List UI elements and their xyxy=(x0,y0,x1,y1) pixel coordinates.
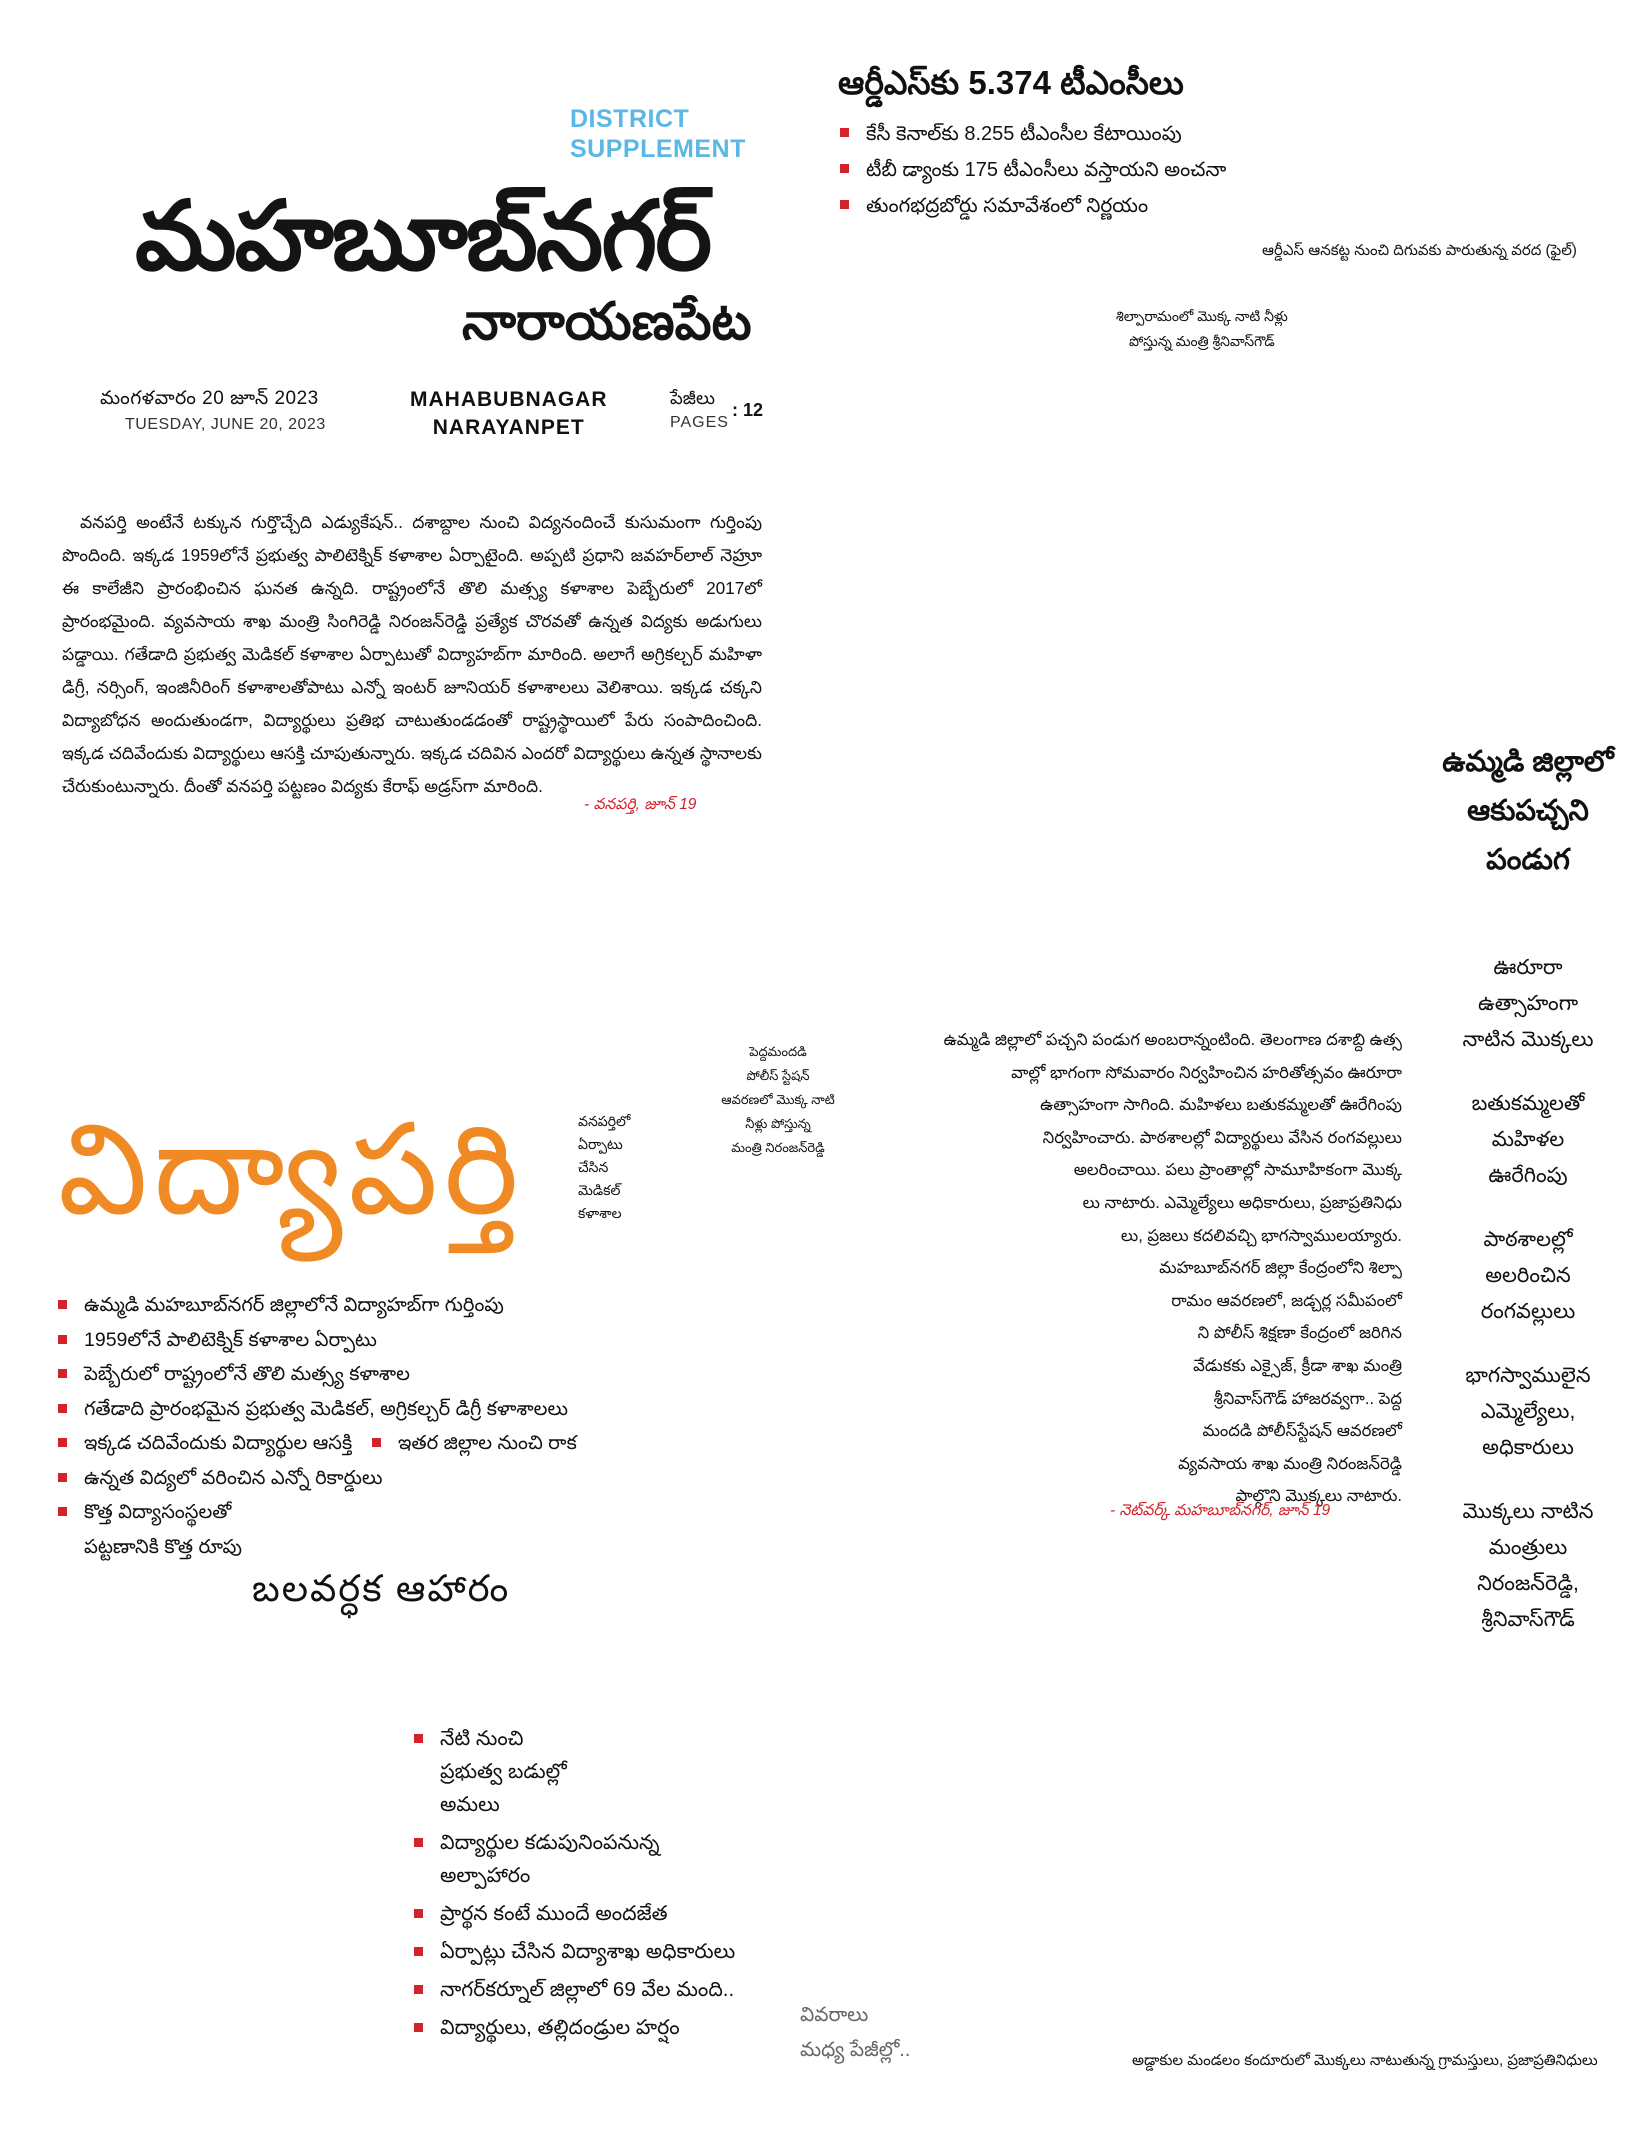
article-line: లు, ప్రజలు కదలివచ్చి భాగస్వాములయ్యారు. xyxy=(1120,1226,1402,1245)
caption-line: మెడికల్ xyxy=(578,1182,621,1198)
education-article-body: వనపర్తి అంటేనే టక్కున గుర్తొచ్చేది ఎడ్యుకేషన్.. దశాబ్దాల నుంచి విద్యనందించే కుసుమంగా గుర్తింపు పొందింది. ఇక్కడ 1959లోనే ప్రభుత్వ పాలిటెక్నిక్ కళాశాల ఏర్పాటైంది. అప్పటి ప్రధాని జవహర్‌లాల్ నెహ్రూ ఈ కాలేజీని ప్రారంభించిన ఘనత ఉన్నది. రాష్ట్రంలోనే తొలి మత్స్య కళాశాల పెబ్బేరులో 2017లో ప్రారంభమైంది. వ్యవసాయ శాఖ మంత్రి సింగిరెడ్డి నిరంజన్‌రెడ్డి ప్రత్యేక చొరవతో ఉన్నత విద్యకు అడుగులు పడ్డాయి. గతేడాది ప్రభుత్వ మెడికల్ కళాశాల ఏర్పాటుతో విద్యాహబ్‌గా మారింది. అలాగే అగ్రికల్చర్ మహిళా డిగ్రీ, నర్సింగ్, ఇంజినీరింగ్ కళాశాలతోపాటు ఎన్నో ఇంటర్ జూనియర్ కళాశాలలు వెలిశాయి. ఇక్కడ చక్కని విద్యాబోధన అందుతుండగా, విద్యార్థులు ప్రతిభ చాటుతుండడంతో రాష్ట్రస్థాయిలో పేరు సంపాదించింది. ఇక్కడ చదివేందుకు విద్యార్థులు ఆసక్తి చూపుతున్నారు. ఇక్కడ చదివిన ఎందరో విద్యార్థులు ఉన్నత స్థానాలకు చేరుకుంటున్నారు. దీంతో వనపర్తి పట్టణం విద్యకు కేరాఫ్ అడ్రస్‌గా మారింది. xyxy=(62,512,762,796)
medical-college-caption xyxy=(578,1110,630,1225)
bullet-item: ఉమ్మడి మహబూబ్‌నగర్ జిల్లాలోనే విద్యాహబ్‌గా గుర్తింపు xyxy=(56,1288,656,1323)
bullet-item: తుంగభద్రబోర్డు సమావేశంలో నిర్ణయం xyxy=(838,188,1258,224)
caption-line: నీళ్లు పోస్తున్న xyxy=(745,1116,811,1131)
dam-photo-caption: ఆర్డీఎస్ ఆనకట్ట నుంచి దిగువకు పారుతున్న వరద (ఫైల్) xyxy=(1262,242,1577,259)
caption-line: చేసిన xyxy=(578,1159,609,1175)
article-line: నిర్వహించారు. పాఠశాలల్లో విద్యార్థులు వేసిన రంగవల్లులు xyxy=(1042,1128,1402,1147)
villagers-photo-caption: అడ్డాకుల మండలం కందూరులో మొక్కలు నాటుతున్న గ్రామస్తులు, ప్రజాప్రతినిధులు xyxy=(1132,2052,1598,2069)
article-line: వ్యవసాయ శాఖ మంత్రి నిరంజన్‌రెడ్డి xyxy=(1178,1454,1402,1473)
education-dateline: - వనపర్తి, జూన్ 19 xyxy=(584,796,697,813)
date-english: TUESDAY, JUNE 20, 2023 xyxy=(125,416,326,433)
top-story-bullets xyxy=(838,116,1258,224)
article-line: ని పోలీస్ శిక్షణా కేంద్రంలో జరిగిన xyxy=(1197,1324,1402,1343)
caption-line: శిల్పారామంలో మొక్క నాటి నీళ్లు xyxy=(1116,308,1288,324)
caption-line: పెద్దమందడి xyxy=(749,1044,807,1059)
bullet-item: విద్యార్థుల కడుపునింపనున్న అల్పాహారం xyxy=(412,1826,700,1892)
highlight-item: భాగస్వాములైన ఎమ్మెల్యేలు, అధికారులు xyxy=(1465,1364,1591,1459)
education-extra-bullet xyxy=(370,1426,577,1461)
bullet-item: టీబీ డ్యాంకు 175 టీఎంసీలు వస్తాయని అంచనా xyxy=(838,152,1258,188)
caption-line: కళాశాల xyxy=(578,1205,622,1221)
green-story-headline: ఉమ్మడి జిల్లాలో ఆకుపచ్చని పండుగ xyxy=(1442,746,1614,876)
supplement-line-2: SUPPLEMENT xyxy=(570,135,746,163)
pages-label-telugu: పేజీలు xyxy=(670,388,715,408)
edition-line-2: NARAYANPET xyxy=(432,416,585,439)
caption-line: ఏర్పాటు xyxy=(578,1136,623,1152)
highlight-item: బతుకమ్మలతో మహిళల ఊరేగింపు xyxy=(1471,1092,1585,1187)
bullet-item: ఇక్కడ చదివేందుకు విద్యార్థుల ఆసక్తి xyxy=(56,1426,656,1461)
top-story-headline: ఆర్డీఎస్‌కు 5.374 టీఎంసీలు xyxy=(838,64,1184,101)
caption-line: ఆవరణలో మొక్క నాటి xyxy=(721,1092,835,1107)
article-line: వాల్లో భాగంగా సోమవారం నిర్వహించిన హరితోత్సవం ఊరూరా xyxy=(1011,1063,1402,1082)
masthead-title: మహబూబ్‌నగర్ xyxy=(135,183,711,290)
article-line: అలరించాయి. పలు ప్రాంతాల్లో సామూహికంగా మొక్క xyxy=(1073,1161,1402,1180)
date-telugu: మంగళవారం 20 జూన్ 2023 xyxy=(100,388,319,409)
green-article-body xyxy=(872,1024,1402,1513)
article-line: లు నాటారు. ఎమ్మెల్యేలు అధికారులు, ప్రజాప్రతినిధు xyxy=(1082,1193,1402,1212)
caption-line: వనపర్తిలో xyxy=(578,1113,631,1129)
article-line: రామం ఆవరణలో, జడ్చర్ల సమీపంలో xyxy=(1171,1291,1402,1310)
bullet-item: ప్రార్థన కంటే ముందే అందజేత xyxy=(412,1897,792,1930)
highlight-item: ఊరూరా ఉత్సాహంగా నాటిన మొక్కలు xyxy=(1462,956,1594,1051)
highlight-item: పాఠశాలల్లో అలరించిన రంగవల్లులు xyxy=(1480,1228,1576,1323)
nutrition-bullets xyxy=(412,1722,792,2049)
details-line-1: వివరాలు xyxy=(800,2004,869,2026)
article-line: మందడి పోలీస్‌స్టేషన్ ఆవరణలో xyxy=(1202,1422,1402,1441)
bullet-item: ఉన్నత విద్యలో వరించిన ఎన్నో రికార్డులు xyxy=(56,1461,656,1496)
highlight-item: మొక్కలు నాటిన మంత్రులు నిరంజన్‌రెడ్డి, శ్రీనివాస్‌గౌడ్ xyxy=(1462,1500,1594,1631)
article-line: ఉత్సాహంగా సాగింది. మహిళలు బతుకమ్మలతో ఊరేగింపు xyxy=(1040,1096,1402,1115)
bullet-item: ఏర్పాట్లు చేసిన విద్యాశాఖ అధికారులు xyxy=(412,1935,792,1968)
caption-line: మంత్రి నిరంజన్‌రెడ్డి xyxy=(731,1140,825,1155)
green-story-highlights xyxy=(1408,950,1648,1666)
bullet-item: కేసీ కెనాల్‌కు 8.255 టీఎంసీల కేటాయింపు xyxy=(838,116,1258,152)
masthead-subtitle: నారాయణపేట xyxy=(462,293,752,351)
bullet-item: విద్యార్థులు, తల్లిదండ్రుల హర్షం xyxy=(412,2011,792,2044)
article-line: శ్రీనివాస్‌గౌడ్ హాజరవ్వగా.. పెద్ద xyxy=(1213,1389,1402,1408)
pages-count: : 12 xyxy=(732,400,764,420)
bullet-item: పెబ్బేరులో రాష్ట్రంలోనే తొలి మత్స్య కళాశాల xyxy=(56,1357,656,1392)
article-line: మహబూబ్‌నగర్ జిల్లా కేంద్రంలోని శిల్పా xyxy=(1159,1259,1402,1278)
police-station-photo-caption xyxy=(718,1040,838,1160)
district-supplement-label xyxy=(570,104,746,164)
edition-name xyxy=(410,386,607,442)
bullet-item: గతేడాది ప్రారంభమైన ప్రభుత్వ మెడికల్, అగ్రికల్చర్ డిగ్రీ కళాశాలలు xyxy=(56,1392,656,1427)
supplement-line-1: DISTRICT xyxy=(570,105,690,133)
details-line-2: మధ్య పేజీల్లో.. xyxy=(800,2039,911,2061)
shilparamam-photo-caption xyxy=(1116,304,1288,354)
nutrition-story-title: బలవర్ధక ఆహారం xyxy=(252,1568,511,1609)
details-page-reference xyxy=(800,1998,910,2068)
green-story-dateline: - నెట్‌వర్క్ మహబూబ్‌నగర్, జూన్ 19 xyxy=(1110,1502,1331,1519)
bullet-item: నాగర్‌కర్నూల్ జిల్లాలో 69 వేల మంది.. xyxy=(412,1973,792,2006)
caption-line: పోలీస్ స్టేషన్ xyxy=(746,1068,810,1083)
bullet-item: కొత్త విద్యాసంస్థలతో పట్టణానికి కొత్త రూపు xyxy=(56,1495,274,1564)
article-line: పాల్గొని మొక్కలు నాటారు. xyxy=(1235,1487,1402,1506)
article-line: వేడుకకు ఎక్సైజ్, క్రీడా శాఖ మంత్రి xyxy=(1193,1356,1402,1375)
education-title: విద్యాపర్తి xyxy=(58,1099,525,1240)
bullet-item: 1959లోనే పాలిటెక్నిక్ కళాశాల ఏర్పాటు xyxy=(56,1323,656,1358)
bullet-item: ఇతర జిల్లాల నుంచి రాక xyxy=(370,1426,577,1461)
caption-line: పోస్తున్న మంత్రి శ్రీనివాస్‌గౌడ్ xyxy=(1129,333,1275,349)
article-line: ఉమ్మడి జిల్లాలో పచ్చని పండుగ అంబరాన్నంటింది. తెలంగాణ దశాబ్ది ఉత్స xyxy=(943,1031,1402,1049)
edition-line-1: MAHABUBNAGAR xyxy=(410,388,608,411)
bullet-item: నేటి నుంచి ప్రభుత్వ బడుల్లో అమలు xyxy=(412,1722,590,1821)
pages-label-english: PAGES xyxy=(670,414,729,431)
